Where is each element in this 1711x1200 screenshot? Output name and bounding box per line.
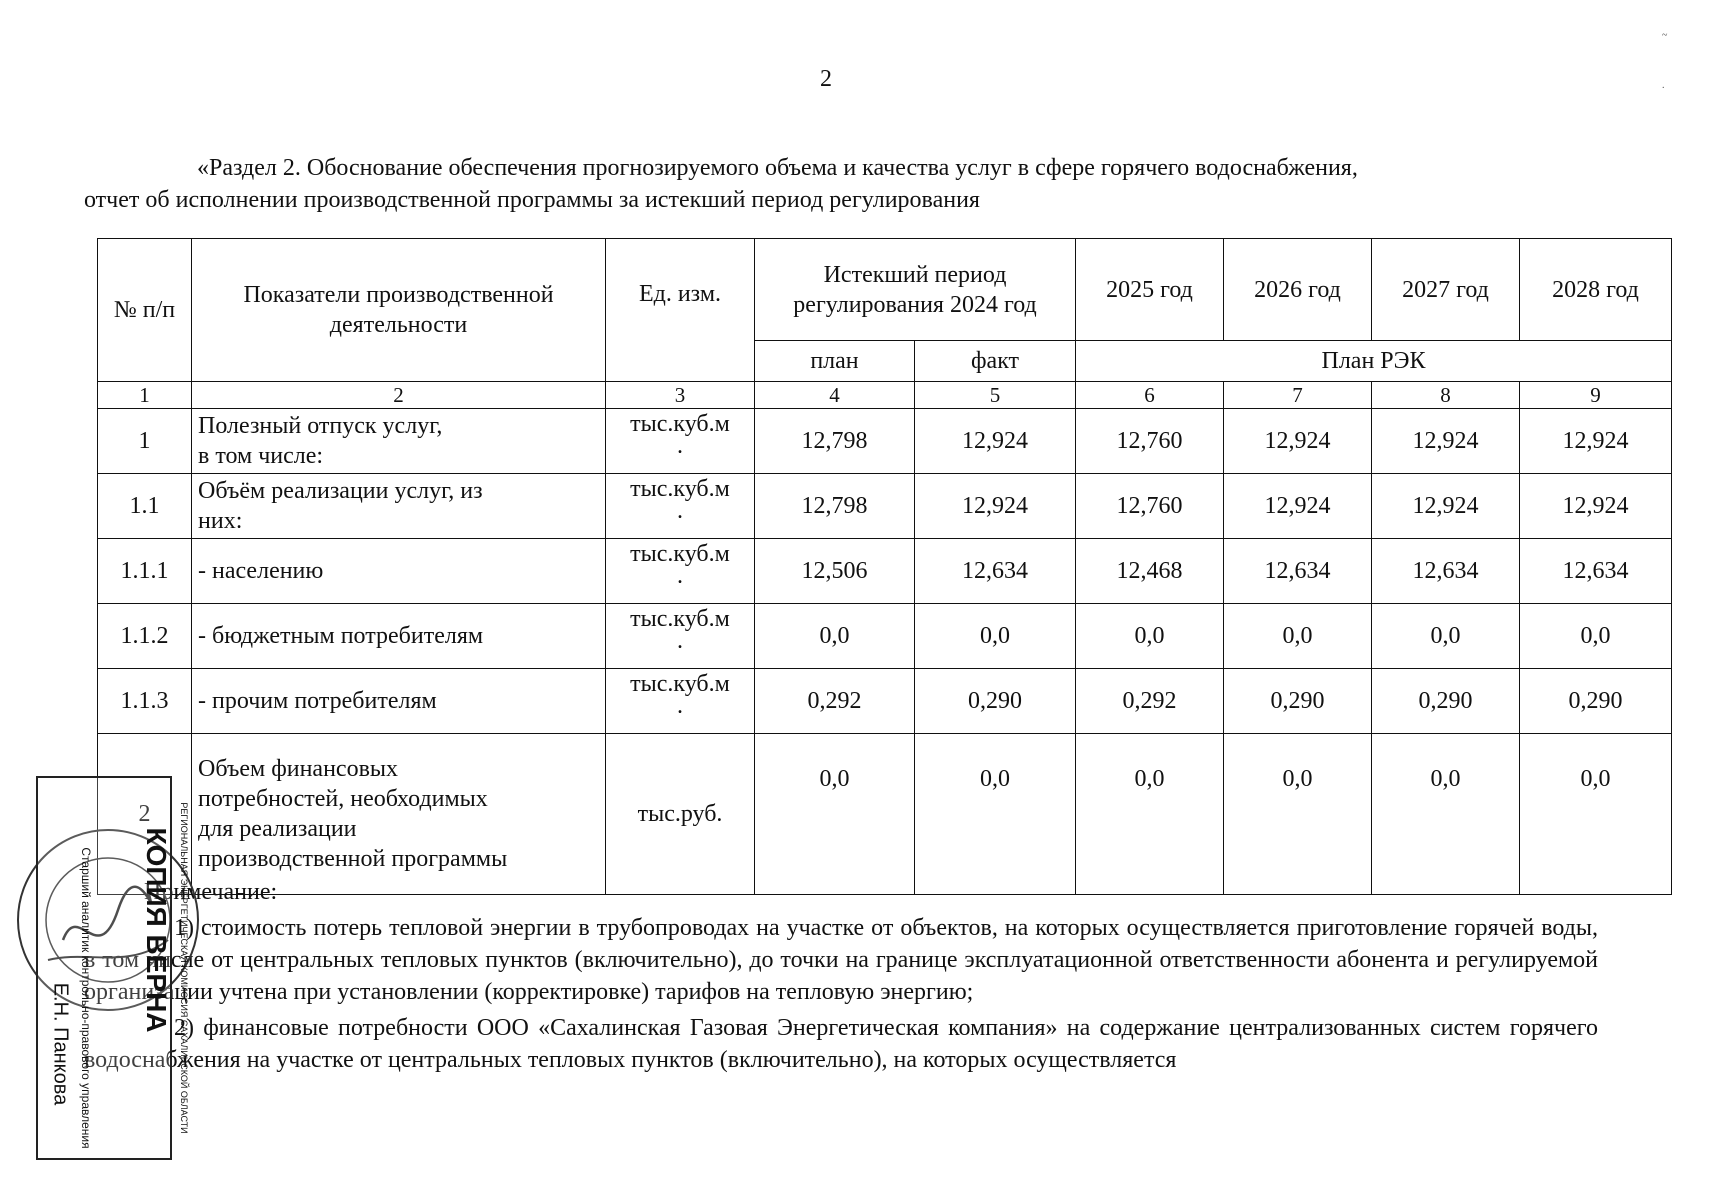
header-2026: 2026 год [1224,239,1372,341]
row-indicator: - населению [192,539,606,604]
unit-label: тыс.руб. [637,801,723,827]
value-cell: 0,0 [1224,734,1372,895]
heading-line-1: «Раздел 2. Обоснование обеспечения прогнозируемого объема и качества услуг в сфере горячего водоснабжения, [197,155,1358,181]
unit-dot: . [677,693,683,719]
section-heading [84,152,1604,216]
row-unit [606,539,755,604]
stamp-position: Старший аналитик контрольно-правового управления [79,847,93,1150]
value-cell: 0,290 [1224,669,1372,734]
header-indicator: Показатели производственной деятельности [192,239,606,382]
value-cell: 0,0 [1520,734,1672,895]
row-unit [606,474,755,539]
row-indicator: Полезный отпуск услуг, в том числе: [192,409,606,474]
header-2025: 2025 год [1076,239,1224,341]
row-indicator: - прочим потребителям [192,669,606,734]
value-cell: 0,0 [915,734,1076,895]
unit-label: тыс.куб.м [630,411,730,437]
col-number: 8 [1372,382,1520,409]
header-2028: 2028 год [1520,239,1672,341]
header-plan-rek: План РЭК [1076,341,1672,382]
unit-label: тыс.куб.м [630,671,730,697]
note-item: 1) стоимость потерь тепловой энергии в трубопроводах на участке от объектов, на которых осуществляется приготовление горячей воды, в том числе от центральных тепловых пунктов (включительно), до точки на границе эксплуатационной ответственности абонента и регулируемой организации учтена при установлении (корректировке) тарифов на тепловую энергию; [84,915,1598,1005]
row-number: 1.1 [98,474,192,539]
value-cell: 12,924 [1372,474,1520,539]
heading-line-2: отчет об исполнении производственной программы за истекший период регулирования [84,187,980,213]
value-cell: 12,760 [1076,409,1224,474]
value-cell: 12,634 [1372,539,1520,604]
col-number: 7 [1224,382,1372,409]
value-cell: 0,0 [1520,604,1672,669]
col-number: 3 [606,382,755,409]
value-cell: 0,290 [915,669,1076,734]
value-cell: 0,0 [1076,734,1224,895]
value-cell: 0,0 [755,604,915,669]
value-cell: 12,634 [1224,539,1372,604]
col-number: 1 [98,382,192,409]
table-row [98,539,1672,604]
col-number: 2 [192,382,606,409]
value-cell: 12,924 [1372,409,1520,474]
row-unit [606,669,755,734]
col-number: 5 [915,382,1076,409]
value-cell: 12,634 [915,539,1076,604]
header-fact: факт [915,341,1076,382]
row-unit [606,409,755,474]
table-row [98,474,1672,539]
header-plan: план [755,341,915,382]
row-number: 1.1.2 [98,604,192,669]
value-cell: 12,924 [915,409,1076,474]
value-cell: 0,0 [1372,734,1520,895]
row-number: 1.1.1 [98,539,192,604]
value-cell: 12,924 [1520,474,1672,539]
unit-label: тыс.куб.м [630,541,730,567]
value-cell: 12,798 [755,474,915,539]
value-cell: 0,292 [755,669,915,734]
value-cell: 12,760 [1076,474,1224,539]
value-cell: 0,290 [1372,669,1520,734]
value-cell: 0,292 [1076,669,1224,734]
row-indicator: Объём реализации услуг, из них: [192,474,606,539]
value-cell: 12,924 [1224,474,1372,539]
value-cell: 0,0 [1372,604,1520,669]
value-cell: 0,290 [1520,669,1672,734]
col-number: 9 [1520,382,1672,409]
table-body [98,409,1672,895]
unit-label: тыс.куб.м [630,476,730,502]
note-item: 2) финансовые потребности ООО «Сахалинская Газовая Энергетическая компания» на содержание централизованных систем горячего водоснабжения на участке от центральных тепловых пунктов (включительно), на которых осуществляется [84,1015,1598,1073]
scan-mark: ~ [1662,30,1668,41]
scan-mark: . [1662,80,1665,91]
row-indicator: - бюджетным потребителям [192,604,606,669]
stamp-title: КОПИЯ ВЕРНА [141,827,172,1033]
table-row [98,409,1672,474]
unit-dot: . [677,498,683,524]
value-cell: 12,634 [1520,539,1672,604]
production-program-table [97,238,1672,895]
page-number: 2 [820,66,832,92]
header-unit: Ед. изм. [606,239,755,382]
value-cell: 0,0 [755,734,915,895]
row-indicator: Объем финансовых потребностей, необходимых для реализации производственной программы [192,734,606,895]
header-num: № п/п [98,239,192,382]
value-cell: 0,0 [1076,604,1224,669]
stamp-org: РЕГИОНАЛЬНАЯ ЭНЕРГЕТИЧЕСКАЯ КОМИССИЯ САХАЛИНСКОЙ ОБЛАСТИ [179,802,189,1134]
header-2027: 2027 год [1372,239,1520,341]
column-number-row [98,382,1672,409]
table-row [98,669,1672,734]
header-row [98,239,1672,341]
value-cell: 12,798 [755,409,915,474]
unit-dot: . [677,433,683,459]
value-cell: 0,0 [915,604,1076,669]
unit-dot: . [677,563,683,589]
row-number: 1 [98,409,192,474]
row-number: 1.1.3 [98,669,192,734]
col-number: 4 [755,382,915,409]
table-row [98,734,1672,895]
value-cell: 12,468 [1076,539,1224,604]
stamp-name: Е.Н. Панкова [49,982,72,1106]
unit-dot: . [677,628,683,654]
row-number: 2 [98,734,192,895]
value-cell: 0,0 [1224,604,1372,669]
notes-section [84,876,1598,1076]
notes-title: Примечание: [144,879,278,905]
copy-certified-stamp [36,776,189,1160]
header-period: Истекший период регулирования 2024 год [755,239,1076,341]
row-unit [606,734,755,895]
col-number: 6 [1076,382,1224,409]
value-cell: 12,924 [1520,409,1672,474]
value-cell: 12,924 [1224,409,1372,474]
value-cell: 12,506 [755,539,915,604]
value-cell: 12,924 [915,474,1076,539]
row-unit [606,604,755,669]
table-row [98,604,1672,669]
unit-label: тыс.куб.м [630,606,730,632]
